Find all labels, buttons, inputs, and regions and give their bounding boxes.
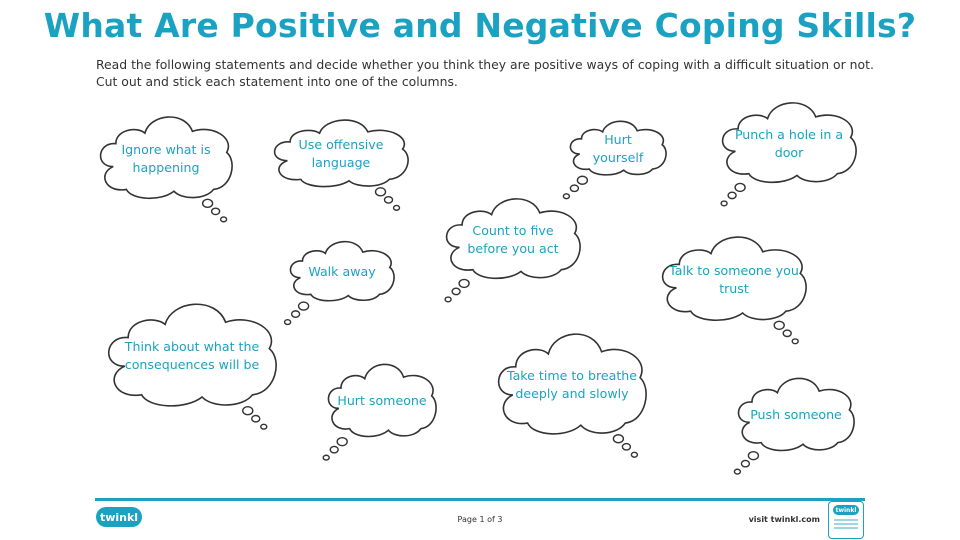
page-title: What Are Positive and Negative Coping Skills? — [43, 6, 917, 45]
thought-bubble-dot — [613, 435, 623, 443]
cloud-statement: Ignore what is happening — [121, 141, 211, 175]
thought-bubble-dot — [734, 469, 740, 474]
twinkl-logo: twinkl — [96, 507, 142, 527]
thought-bubble-dot — [452, 288, 460, 294]
thought-bubble-dot — [728, 192, 736, 198]
thought-bubble-dot — [323, 455, 329, 460]
thought-bubble-dot — [748, 452, 758, 460]
thought-bubble-dot — [445, 297, 451, 302]
thought-bubble-dot — [459, 279, 469, 287]
cloud-statement: Take time to breathe deeply and slowly — [506, 368, 638, 402]
badge-lines-icon — [834, 519, 858, 533]
thought-cloud — [108, 298, 276, 408]
thought-bubble-dot — [376, 188, 386, 196]
footer-divider — [95, 498, 865, 501]
page-number: Page 1 of 3 — [457, 515, 503, 524]
thought-bubble-dot — [221, 217, 227, 222]
cloud-statement: Hurt someone — [337, 393, 427, 409]
thought-bubble-dot — [622, 444, 630, 450]
thought-cloud — [722, 98, 856, 184]
thought-bubble-dot — [243, 407, 253, 415]
thought-bubble-dot — [385, 197, 393, 203]
visit-link[interactable]: visit twinkl.com — [748, 515, 820, 524]
cloud-statement: Talk to someone you trust — [669, 262, 799, 296]
thought-cloud — [738, 374, 854, 452]
thought-bubble-dot — [212, 208, 220, 214]
thought-cloud — [662, 232, 806, 322]
thought-bubble-dot — [337, 438, 347, 446]
thought-cloud — [498, 328, 646, 436]
cloud-statement: Count to five before you act — [467, 222, 559, 256]
thought-bubble-dot — [203, 199, 213, 207]
thought-cloud — [100, 112, 232, 200]
thought-bubble-dot — [330, 446, 338, 452]
badge-logo: twinkl — [833, 505, 859, 515]
thought-bubble-dot — [783, 330, 791, 336]
cloud-statement: Punch a hole in a door — [734, 126, 844, 160]
thought-bubble-dot — [721, 201, 727, 206]
thought-cloud — [570, 118, 666, 176]
thought-bubble-dot — [631, 452, 637, 457]
thought-bubble-dot — [261, 424, 267, 429]
thought-bubble-dot — [774, 321, 784, 329]
thought-bubble-dot — [741, 460, 749, 466]
cloud-statement: Hurt yourself — [592, 131, 644, 165]
cloud-statement: Push someone — [750, 407, 842, 423]
thought-bubble-dot — [285, 320, 291, 325]
thought-bubble-dot — [394, 205, 400, 210]
thought-bubble-dot — [252, 416, 260, 422]
thought-bubble-dot — [292, 311, 300, 317]
cloud-statement: Think about what the consequences will be — [124, 339, 260, 373]
thought-bubble-dot — [570, 185, 578, 191]
cloud-statement: Use offensive language — [298, 137, 384, 171]
thought-cloud — [446, 194, 580, 280]
thought-bubble-dot — [299, 302, 309, 310]
quality-badge-icon — [828, 501, 864, 539]
thought-cloud — [328, 360, 436, 438]
thought-cloud — [274, 116, 408, 188]
thought-bubble-dot — [792, 339, 798, 344]
thought-bubble-dot — [735, 183, 745, 191]
thought-bubble-dot — [577, 176, 587, 184]
cloud-statement: Walk away — [308, 263, 376, 279]
thought-cloud — [290, 238, 394, 302]
instructions-text: Read the following statements and decide whether you think they are positive ways of coping with a difficult situation or not. Cut out and stick each statement into one of the columns. — [96, 57, 874, 89]
